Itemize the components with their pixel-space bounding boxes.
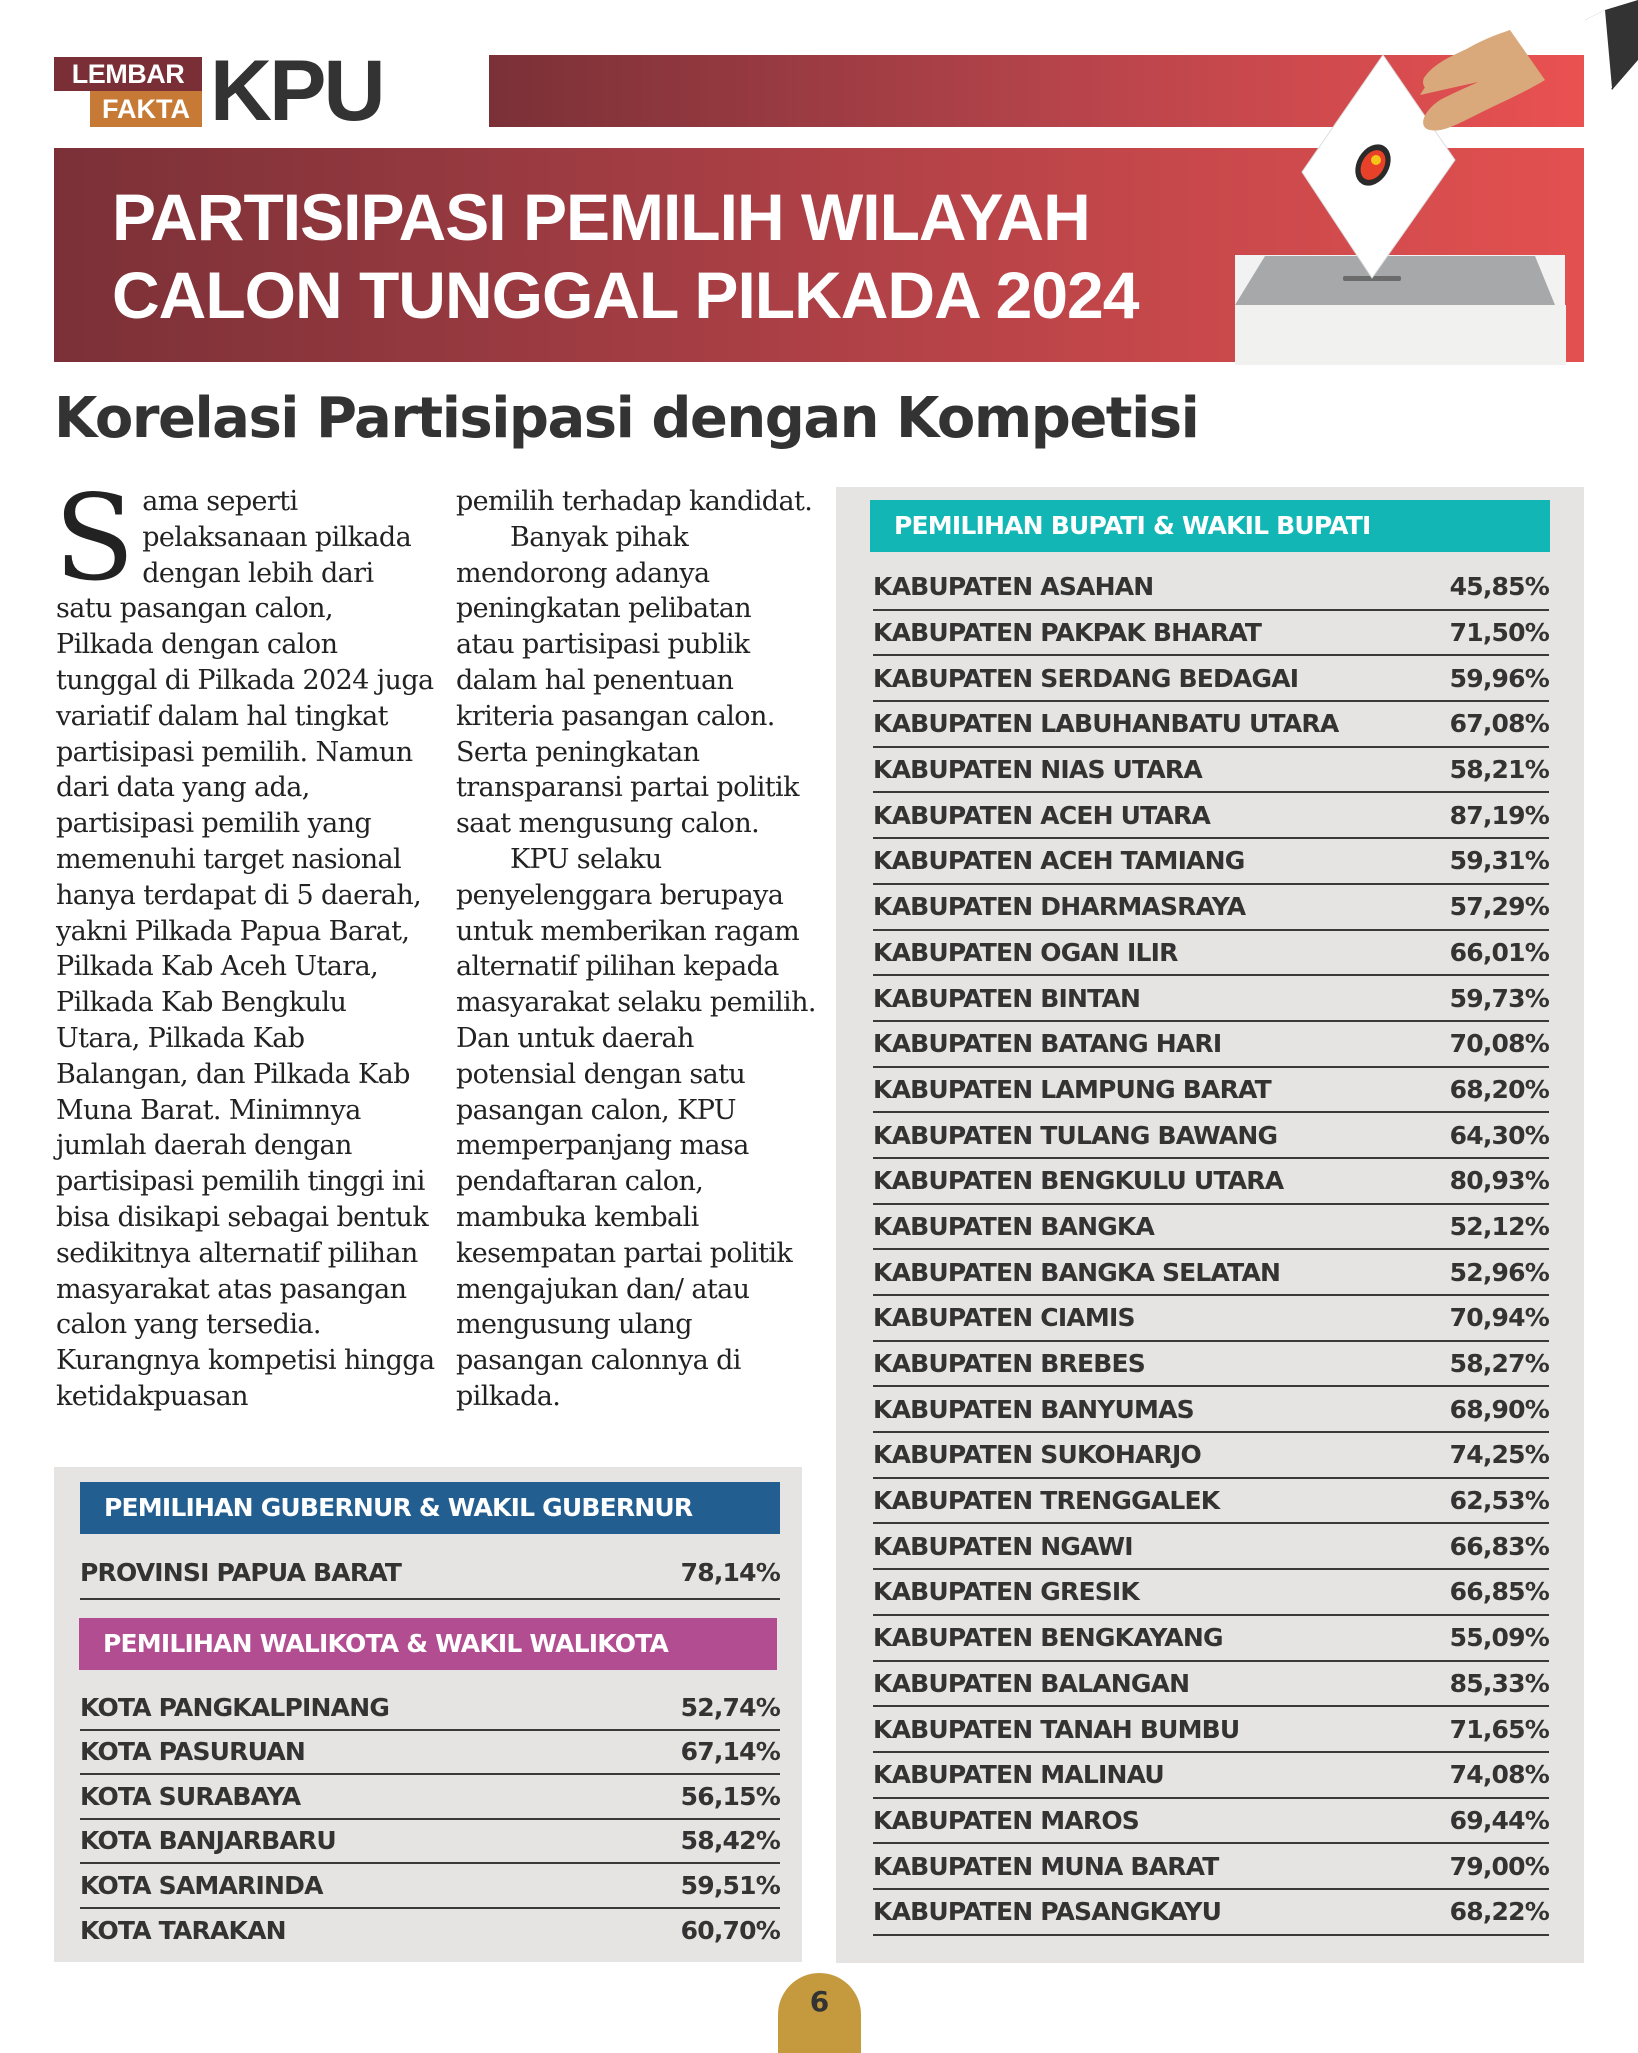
region-name: KABUPATEN ACEH TAMIANG — [873, 846, 1245, 876]
region-name: KABUPATEN PASANGKAYU — [873, 1897, 1222, 1927]
participation-value: 66,85% — [1449, 1577, 1549, 1607]
participation-value: 85,33% — [1449, 1668, 1549, 1698]
participation-value: 58,21% — [1449, 755, 1549, 785]
region-name: KABUPATEN CIAMIS — [873, 1303, 1135, 1333]
article-paragraph: KPU selaku penyelenggara berupaya untuk memberikan ragam alternatif pilihan kepada masyarakat selaku pemilih. Dan untuk daerah potensial dengan satu pasangan calon, KPU memperpanjang masa pendaftaran calon, mambuka kembali kesempatan partai politik mengajukan dan/ atau mengusung ulang pasangan calonnya di pilkada. — [456, 843, 816, 1412]
participation-value: 68,90% — [1449, 1394, 1549, 1424]
table-row — [873, 1570, 1549, 1616]
table-row — [873, 793, 1549, 839]
table-row — [873, 1890, 1549, 1936]
region-name: KABUPATEN BENGKAYANG — [873, 1623, 1223, 1653]
region-name: KABUPATEN BANGKA SELATAN — [873, 1257, 1281, 1287]
region-name: KABUPATEN SUKOHARJO — [873, 1440, 1201, 1470]
participation-value: 56,15% — [680, 1781, 780, 1811]
article-column-1 — [54, 469, 436, 1415]
table-row — [873, 1113, 1549, 1159]
region-name: KABUPATEN BATANG HARI — [873, 1029, 1222, 1059]
participation-value: 74,08% — [1449, 1760, 1549, 1790]
table-row — [873, 1616, 1549, 1662]
table-row — [873, 1479, 1549, 1525]
walikota-table-header: PEMILIHAN WALIKOTA & WAKIL WALIKOTA — [79, 1618, 777, 1670]
table-row — [873, 1433, 1549, 1479]
gubernur-table-header: PEMILIHAN GUBERNUR & WAKIL GUBERNUR — [80, 1482, 780, 1534]
participation-value: 59,51% — [680, 1870, 780, 1900]
region-name: KABUPATEN NIAS UTARA — [873, 755, 1202, 785]
bupati-table — [873, 565, 1549, 1936]
article-paragraph: ama seperti pelaksanaan pilkada dengan lebih dari satu pasangan calon, Pilkada dengan calon tunggal di Pilkada 2024 juga variatif dalam hal tingkat partisipasi pemilih. Namun dari data yang ada, partisipasi pemilih yang memenuhi target nasional hanya terdapat di 5 daerah, yakni Pilkada Papua Barat, Pilkada Kab Aceh Utara, Pilkada Kab Bengkulu Utara, Pilkada Kab Balangan, dan Pilkada Kab Muna Barat. Minimnya jumlah daerah dengan partisipasi pemilih tinggi ini bisa disikapi sebagai bentuk sedikitnya alternatif pilihan masyarakat atas pasangan calon yang tersedia. Kurangnya kompetisi hingga ketidakpuasan — [56, 486, 435, 1412]
article-paragraph: Banyak pihak mendorong adanya peningkatan pelibatan atau partisipasi publik dalam hal penentuan kriteria pasangan calon. Serta peningkatan transparansi partai politik saat mengusung calon. — [456, 521, 799, 840]
table-row — [80, 1909, 780, 1954]
participation-value: 74,25% — [1449, 1440, 1549, 1470]
region-name: KABUPATEN BREBES — [873, 1349, 1145, 1379]
participation-value: 45,85% — [1449, 572, 1549, 602]
participation-value: 80,93% — [1449, 1166, 1549, 1196]
region-name: KABUPATEN LABUHANBATU UTARA — [873, 709, 1339, 739]
table-row — [873, 1159, 1549, 1205]
region-name: KOTA PASURUAN — [80, 1737, 306, 1767]
table-row — [873, 1844, 1549, 1890]
page-title-line-2: CALON TUNGGAL PILKADA 2024 — [112, 258, 1139, 332]
page-title-line-1: PARTISIPASI PEMILIH WILAYAH — [112, 180, 1090, 254]
participation-value: 71,65% — [1449, 1714, 1549, 1744]
region-name: KABUPATEN LAMPUNG BARAT — [873, 1074, 1271, 1104]
table-row — [873, 976, 1549, 1022]
region-name: KABUPATEN BALANGAN — [873, 1668, 1190, 1698]
region-name: KABUPATEN BENGKULU UTARA — [873, 1166, 1284, 1196]
table-row — [873, 1296, 1549, 1342]
participation-value: 52,96% — [1449, 1257, 1549, 1287]
table-row — [873, 1387, 1549, 1433]
participation-value: 58,42% — [680, 1826, 780, 1856]
table-row — [873, 702, 1549, 748]
gubernur-table — [80, 1546, 780, 1600]
bupati-table-header: PEMILIHAN BUPATI & WAKIL BUPATI — [870, 500, 1550, 552]
table-row — [80, 1546, 780, 1600]
region-name: KABUPATEN TRENGGALEK — [873, 1486, 1220, 1516]
region-name: KABUPATEN DHARMASRAYA — [873, 892, 1246, 922]
logo-kpu: KPU — [210, 43, 383, 139]
section-heading: Korelasi Partisipasi dengan Kompetisi — [54, 386, 1199, 451]
participation-value: 67,14% — [680, 1737, 780, 1767]
lembar-fakta-kpu-logo — [54, 43, 434, 139]
participation-value: 79,00% — [1449, 1851, 1549, 1881]
region-name: KABUPATEN TULANG BAWANG — [873, 1120, 1278, 1150]
region-name: KABUPATEN BANYUMAS — [873, 1394, 1194, 1424]
region-name: KOTA PANGKALPINANG — [80, 1692, 390, 1722]
region-name: KABUPATEN PAKPAK BHARAT — [873, 618, 1262, 648]
table-row — [873, 839, 1549, 885]
region-name: KABUPATEN GRESIK — [873, 1577, 1139, 1607]
participation-value: 69,44% — [1449, 1805, 1549, 1835]
table-row — [873, 931, 1549, 977]
region-name: KABUPATEN NGAWI — [873, 1531, 1133, 1561]
table-row — [873, 1342, 1549, 1388]
region-name: KABUPATEN SERDANG BEDAGAI — [873, 663, 1299, 693]
region-name: KOTA BANJARBARU — [80, 1826, 336, 1856]
region-name: KABUPATEN BINTAN — [873, 983, 1141, 1013]
participation-value: 87,19% — [1449, 800, 1549, 830]
table-row — [873, 1524, 1549, 1570]
table-row — [873, 565, 1549, 611]
article-column-2 — [456, 484, 816, 1415]
table-row — [873, 1205, 1549, 1251]
table-row — [873, 1662, 1549, 1708]
dropcap: S — [54, 469, 135, 607]
participation-value: 57,29% — [1449, 892, 1549, 922]
participation-value: 66,01% — [1449, 937, 1549, 967]
participation-value: 60,70% — [680, 1916, 780, 1946]
walikota-table — [80, 1686, 780, 1953]
region-name: KABUPATEN ACEH UTARA — [873, 800, 1211, 830]
page-title — [112, 178, 1138, 334]
table-row — [873, 885, 1549, 931]
participation-value: 59,73% — [1449, 983, 1549, 1013]
participation-value: 59,31% — [1449, 846, 1549, 876]
region-name: KABUPATEN TANAH BUMBU — [873, 1714, 1240, 1744]
table-row — [80, 1731, 780, 1776]
participation-value: 64,30% — [1449, 1120, 1549, 1150]
participation-value: 68,22% — [1449, 1897, 1549, 1927]
participation-value: 70,94% — [1449, 1303, 1549, 1333]
table-row — [80, 1686, 780, 1731]
participation-value: 59,96% — [1449, 663, 1549, 693]
participation-value: 52,12% — [1449, 1211, 1549, 1241]
participation-value: 52,74% — [680, 1692, 780, 1722]
region-name: KABUPATEN MALINAU — [873, 1760, 1164, 1790]
table-row — [80, 1864, 780, 1909]
region-name: KOTA SAMARINDA — [80, 1870, 323, 1900]
table-row — [873, 656, 1549, 702]
table-row — [873, 1068, 1549, 1114]
participation-value: 78,14% — [680, 1557, 780, 1587]
participation-value: 70,08% — [1449, 1029, 1549, 1059]
table-row — [873, 1250, 1549, 1296]
participation-value: 66,83% — [1449, 1531, 1549, 1561]
article-paragraph: pemilih terhadap kandidat. — [456, 486, 813, 517]
participation-value: 62,53% — [1449, 1486, 1549, 1516]
ballot-box-illustration-icon — [1230, 0, 1638, 365]
region-name: KOTA TARAKAN — [80, 1916, 286, 1946]
logo-fakta: FAKTA — [90, 91, 202, 127]
table-row — [873, 611, 1549, 657]
participation-value: 58,27% — [1449, 1349, 1549, 1379]
page-number: 6 — [778, 1973, 861, 2053]
logo-lembar: LEMBAR — [54, 57, 202, 91]
participation-value: 68,20% — [1449, 1074, 1549, 1104]
region-name: KABUPATEN ASAHAN — [873, 572, 1154, 602]
table-row — [873, 748, 1549, 794]
table-row — [873, 1753, 1549, 1799]
region-name: KABUPATEN MAROS — [873, 1805, 1140, 1835]
participation-value: 55,09% — [1449, 1623, 1549, 1653]
table-row — [80, 1775, 780, 1820]
region-name: KOTA SURABAYA — [80, 1781, 301, 1811]
table-row — [873, 1022, 1549, 1068]
table-row — [873, 1799, 1549, 1845]
region-name: KABUPATEN OGAN ILIR — [873, 937, 1178, 967]
participation-value: 71,50% — [1449, 618, 1549, 648]
region-name: KABUPATEN MUNA BARAT — [873, 1851, 1219, 1881]
table-row — [80, 1820, 780, 1865]
table-row — [873, 1707, 1549, 1753]
region-name: PROVINSI PAPUA BARAT — [80, 1557, 402, 1587]
participation-value: 67,08% — [1449, 709, 1549, 739]
region-name: KABUPATEN BANGKA — [873, 1211, 1155, 1241]
